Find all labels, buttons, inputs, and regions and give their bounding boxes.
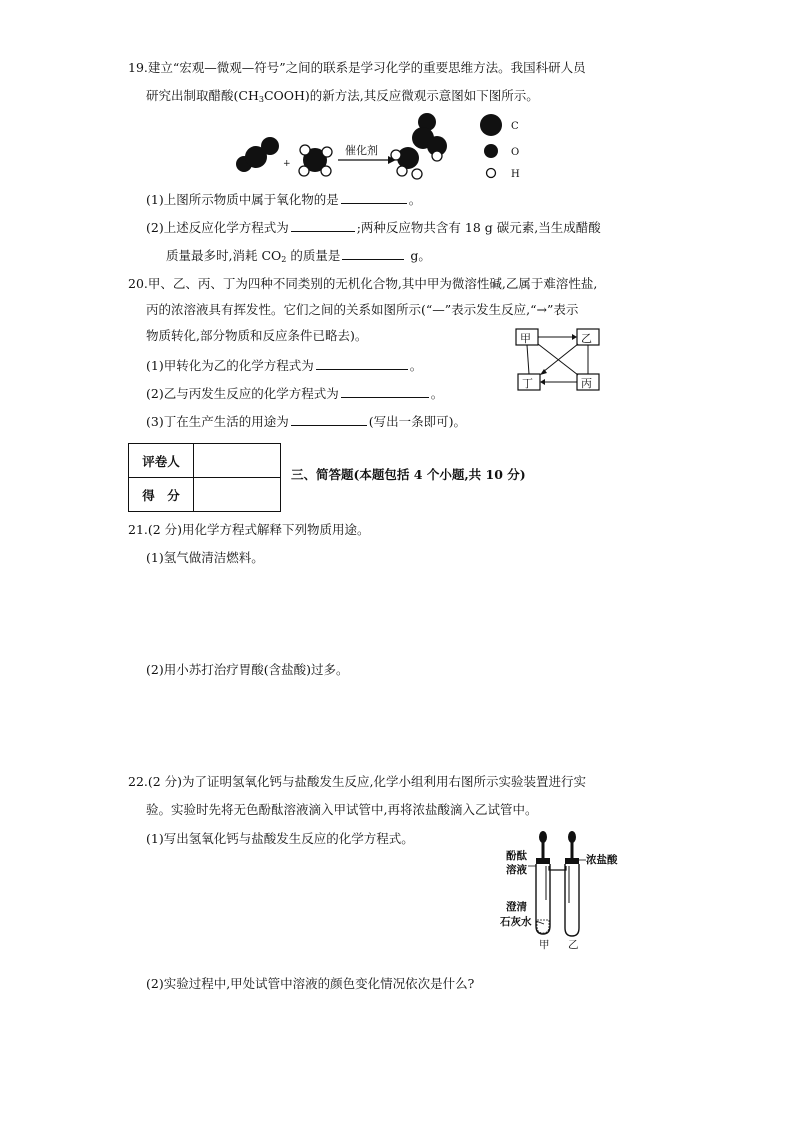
q20-part3 <box>146 413 466 430</box>
q19-stem-line1: 19.建立“宏观—微观—符号”之间的联系是学习化学的重要思维方法。我国科研人员 <box>128 60 586 75</box>
node-jia-label: 甲 <box>520 332 531 345</box>
q22-stem-line2: 验。实验时先将无色酚酞溶液滴入甲试管中,再将浓盐酸滴入乙试管中。 <box>146 802 538 817</box>
plus-sign: + <box>283 159 291 169</box>
q21-part1: (1)氢气做清洁燃料。 <box>146 550 264 565</box>
reactant-co2-molecule <box>236 137 279 172</box>
q20-stem-line3: 物质转化,部分物质和反应条件已略去)。 <box>146 328 368 343</box>
q20-stem-line1: 20.甲、乙、丙、丁为四种不同类别的无机化合物,其中甲为微溶性碱,乙属于难溶性盐, <box>128 276 598 291</box>
q21-part2: (2)用小苏打治疗胃酸(含盐酸)过多。 <box>146 662 349 677</box>
node-bing-label: 丙 <box>581 377 592 390</box>
section-heading: 三、简答题(本题包括 4 个小题,共 10 分) <box>291 467 526 482</box>
catalyst-label: 催化剂 <box>345 144 378 157</box>
q19-part3 <box>166 247 431 264</box>
q19-stem-line2-a: 研究出制取醋酸(CH <box>146 88 259 103</box>
q19-part3-text-b: 的质量是 <box>286 248 341 263</box>
reaction-micro-diagram <box>230 108 540 190</box>
q20-part1-text: (1)甲转化为乙的化学方程式为 <box>146 358 314 373</box>
reviewer-label: 评卷人 <box>129 444 194 478</box>
reactant-ch4-molecule <box>299 145 332 176</box>
q20-part1 <box>146 357 422 374</box>
legend-c-label: C <box>511 121 519 132</box>
test-tube-apparatus <box>498 828 628 950</box>
q20-answer-blank-2[interactable] <box>341 385 429 398</box>
legend-oxygen-icon <box>484 144 498 158</box>
q19-part2-text: (2)上述反应化学方程式为 <box>146 220 289 235</box>
q19-stem-line2 <box>146 88 539 104</box>
score-table <box>128 443 281 512</box>
q20-part2 <box>146 385 443 402</box>
q22-part1: (1)写出氢氧化钙与盐酸发生反应的化学方程式。 <box>146 831 414 846</box>
q19-part2-text-b: ;两种反应物共含有 18 g 碳元素,当生成醋酸 <box>356 220 601 235</box>
q19-answer-blank-3[interactable] <box>342 247 404 260</box>
q20-answer-blank-1[interactable] <box>316 357 408 370</box>
phenolphthalein-label-1: 酚酞 <box>506 850 527 862</box>
stopper-jia <box>536 858 550 864</box>
stopper-yi <box>565 858 579 864</box>
q19-part1-end: 。 <box>408 192 422 207</box>
reviewer-field[interactable] <box>194 444 281 478</box>
q19-stem-line2-sub: 3 <box>258 95 264 104</box>
legend-carbon-icon <box>480 114 502 136</box>
q19-part1-text: (1)上图所示物质中属于氧化物的是 <box>146 192 339 207</box>
phenolphthalein-label-2: 溶液 <box>506 864 527 876</box>
q20-part3-text: (3)丁在生产生活的用途为 <box>146 414 289 429</box>
hcl-label: 浓盐酸 <box>586 854 618 866</box>
tube-yi-label: 乙 <box>568 939 579 950</box>
node-ding-label: 丁 <box>522 377 533 390</box>
limewater-label-1: 澄清 <box>506 901 527 913</box>
q20-part3-end: (写出一条即可)。 <box>368 414 466 429</box>
q19-answer-blank-2[interactable] <box>291 219 355 232</box>
connecting-tube <box>549 866 566 870</box>
legend-h-label: H <box>511 169 520 180</box>
q19-part3-unit: g。 <box>406 248 431 263</box>
product-acetic-acid-molecule <box>391 113 447 179</box>
q22-stem-line1: 22.(2 分)为了证明氢氧化钙与盐酸发生反应,化学小组利用右图所示实验装置进行实 <box>128 774 587 789</box>
arrow-yi-ding <box>543 344 578 372</box>
dropper-yi-icon <box>568 831 576 862</box>
q21-stem: 21.(2 分)用化学方程式解释下列物质用途。 <box>128 522 370 537</box>
test-tube-yi <box>565 864 579 936</box>
q20-stem-line2: 丙的浓溶液具有挥发性。它们之间的关系如图所示(“—”表示发生反应,“→”表示 <box>146 302 579 317</box>
dropper-jia-icon <box>539 831 547 862</box>
score-label: 得 分 <box>129 478 194 512</box>
legend-hydrogen-icon <box>487 169 496 178</box>
score-field[interactable] <box>194 478 281 512</box>
line-jia-ding <box>527 345 529 374</box>
q22-part2: (2)实验过程中,甲处试管中溶液的颜色变化情况依次是什么? <box>146 976 475 991</box>
q19-stem-line2-b: COOH)的新方法,其反应微观示意图如下图所示。 <box>263 88 539 103</box>
q19-part2 <box>146 219 601 236</box>
q20-part2-end: 。 <box>430 386 444 401</box>
q19-part3-text: 质量最多时,消耗 CO <box>166 248 282 263</box>
q20-answer-blank-3[interactable] <box>291 413 367 426</box>
node-yi-label: 乙 <box>581 332 592 345</box>
q19-part1 <box>146 191 421 208</box>
tube-jia-label: 甲 <box>539 939 550 950</box>
legend-o-label: O <box>511 147 520 158</box>
q19-part3-sub: 2 <box>281 255 287 264</box>
q20-part1-end: 。 <box>409 358 423 373</box>
substance-relation-diagram <box>514 326 604 394</box>
q19-answer-blank-1[interactable] <box>341 191 407 204</box>
limewater-label-2: 石灰水 <box>500 916 532 928</box>
q20-part2-text: (2)乙与丙发生反应的化学方程式为 <box>146 386 339 401</box>
